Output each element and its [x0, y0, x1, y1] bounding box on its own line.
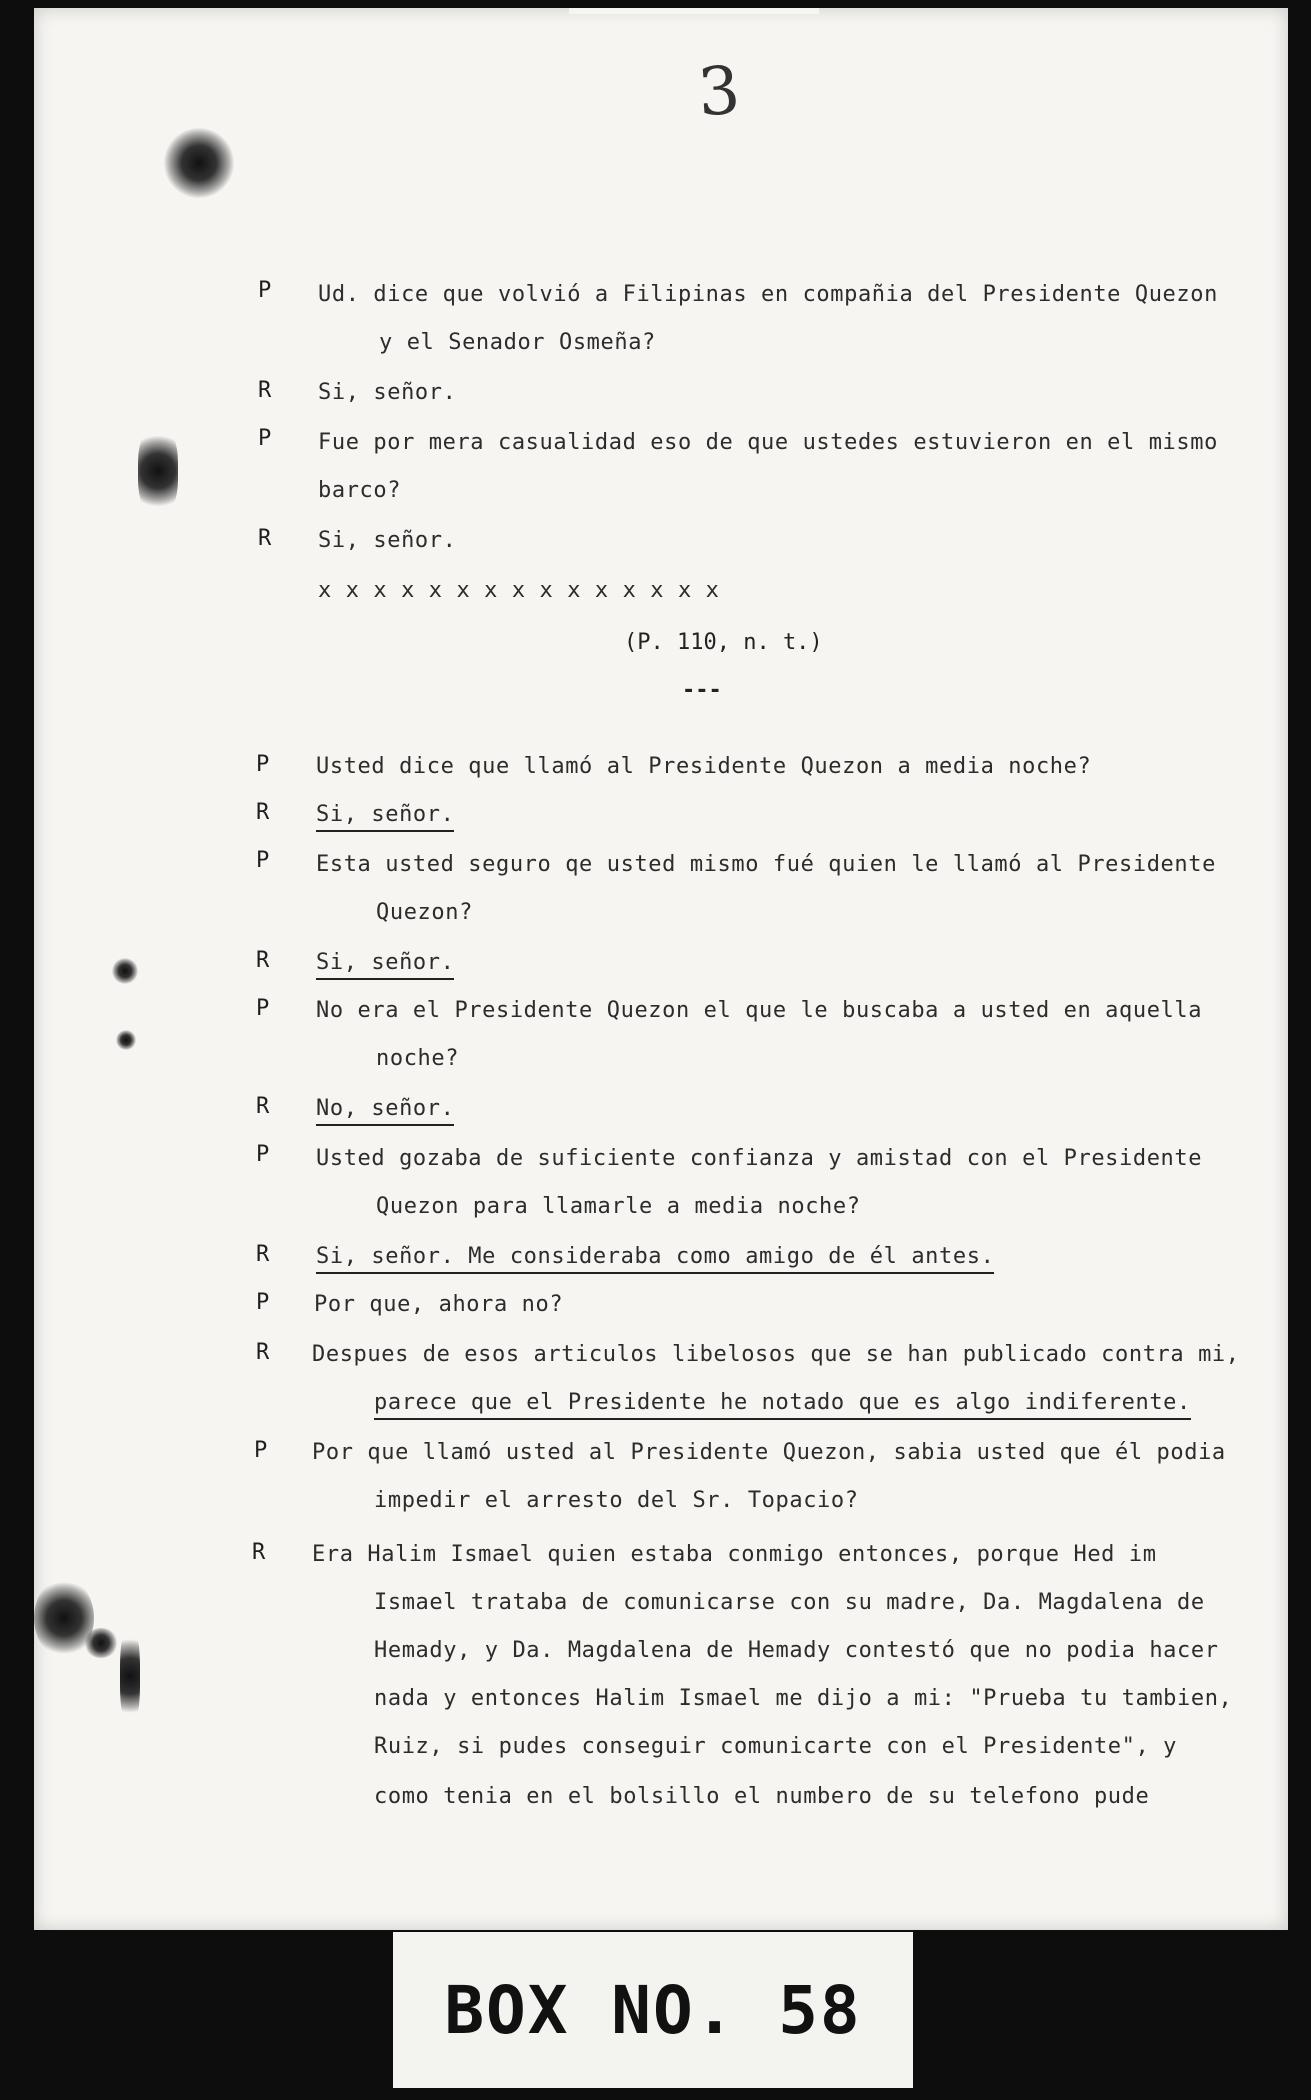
entry-marker: P	[258, 426, 272, 451]
entry-marker: P	[256, 752, 270, 777]
entry-line: Si, señor.	[316, 950, 454, 980]
entry-line: Usted dice que llamó al Presidente Quezon a media noche?	[316, 754, 1092, 779]
entry-line: Si, señor.	[318, 380, 457, 405]
entry-line: Si, señor. Me consideraba como amigo de él antes.	[316, 1244, 994, 1274]
entry-line: como tenia en el bolsillo el numbero de su telefono pude	[374, 1784, 1150, 1809]
entry-line: Por que, ahora no?	[314, 1292, 564, 1317]
entry-marker: R	[258, 378, 272, 403]
entry-line: Usted gozaba de suficiente confianza y amistad con el Presidente	[316, 1146, 1203, 1171]
entry-marker: R	[256, 948, 270, 973]
entry-line: No era el Presidente Quezon el que le buscaba a usted en aquella	[316, 998, 1203, 1023]
entry-line: Si, señor.	[318, 528, 457, 553]
entry-line: Por que llamó usted al Presidente Quezon, sabia usted que él podia	[312, 1440, 1226, 1465]
entry-line: parece que el Presidente he notado que es algo indiferente.	[374, 1390, 1191, 1420]
entry-marker: P	[256, 1142, 270, 1167]
entry-line: Quezon?	[376, 900, 473, 925]
ink-blot	[116, 1030, 136, 1050]
entry-line: Hemady, y Da. Magdalena de Hemady contestó que no podia hacer	[374, 1638, 1219, 1663]
entry-marker: R	[256, 1094, 270, 1119]
entry-line: Ismael trataba de comunicarse con su madre, Da. Magdalena de	[374, 1590, 1205, 1615]
separator-x: x x x x x x x x x x x x x x x	[318, 578, 720, 603]
page-number: 3	[695, 51, 743, 132]
entry-line: Esta usted seguro qe usted mismo fué quien le llamó al Presidente	[316, 852, 1216, 877]
entry-line: barco?	[318, 478, 402, 503]
entry-line: noche?	[376, 1046, 460, 1071]
entry-line: Era Halim Ismael quien estaba conmigo entonces, porque Hed im	[312, 1542, 1157, 1567]
entry-marker: R	[256, 1242, 270, 1267]
entry-line: Si, señor.	[316, 802, 454, 832]
box-label-text: BOX NO. 58	[444, 1971, 862, 2049]
entry-marker: R	[256, 800, 270, 825]
page-top-tab	[569, 8, 819, 14]
ink-blot	[138, 426, 178, 516]
entry-line: y el Senador Osmeña?	[379, 330, 656, 355]
entry-line: No, señor.	[316, 1096, 454, 1126]
entry-line: impedir el arresto del Sr. Topacio?	[374, 1488, 859, 1513]
entry-marker: P	[256, 848, 270, 873]
entry-line: Quezon para llamarle a media noche?	[376, 1194, 861, 1219]
dash-separator: ---	[682, 678, 722, 703]
ink-blot	[120, 1626, 140, 1726]
document-page	[34, 8, 1288, 1930]
entry-marker: R	[258, 526, 272, 551]
page-reference: (P. 110, n. t.)	[624, 630, 823, 655]
entry-line: Ruiz, si pudes conseguir comunicarte con el Presidente", y	[374, 1734, 1178, 1759]
entry-marker: P	[258, 278, 272, 303]
ink-blot	[112, 958, 138, 984]
entry-line: Despues de esos articulos libelosos que se han publicado contra mi,	[312, 1342, 1240, 1367]
entry-line: nada y entonces Halim Ismael me dijo a mi: "Prueba tu tambien,	[374, 1686, 1233, 1711]
entry-marker: R	[256, 1340, 270, 1365]
ink-blot	[84, 1628, 118, 1658]
entry-line: Fue por mera casualidad eso de que ustedes estuvieron en el mismo	[318, 430, 1218, 455]
entry-marker: R	[252, 1540, 266, 1565]
entry-marker: P	[256, 1290, 270, 1315]
entry-marker: P	[254, 1438, 268, 1463]
entry-line: Ud. dice que volvió a Filipinas en compañia del Presidente Quezon	[318, 282, 1218, 307]
box-label	[393, 1932, 913, 2088]
entry-marker: P	[256, 996, 270, 1021]
ink-blot	[164, 128, 234, 198]
